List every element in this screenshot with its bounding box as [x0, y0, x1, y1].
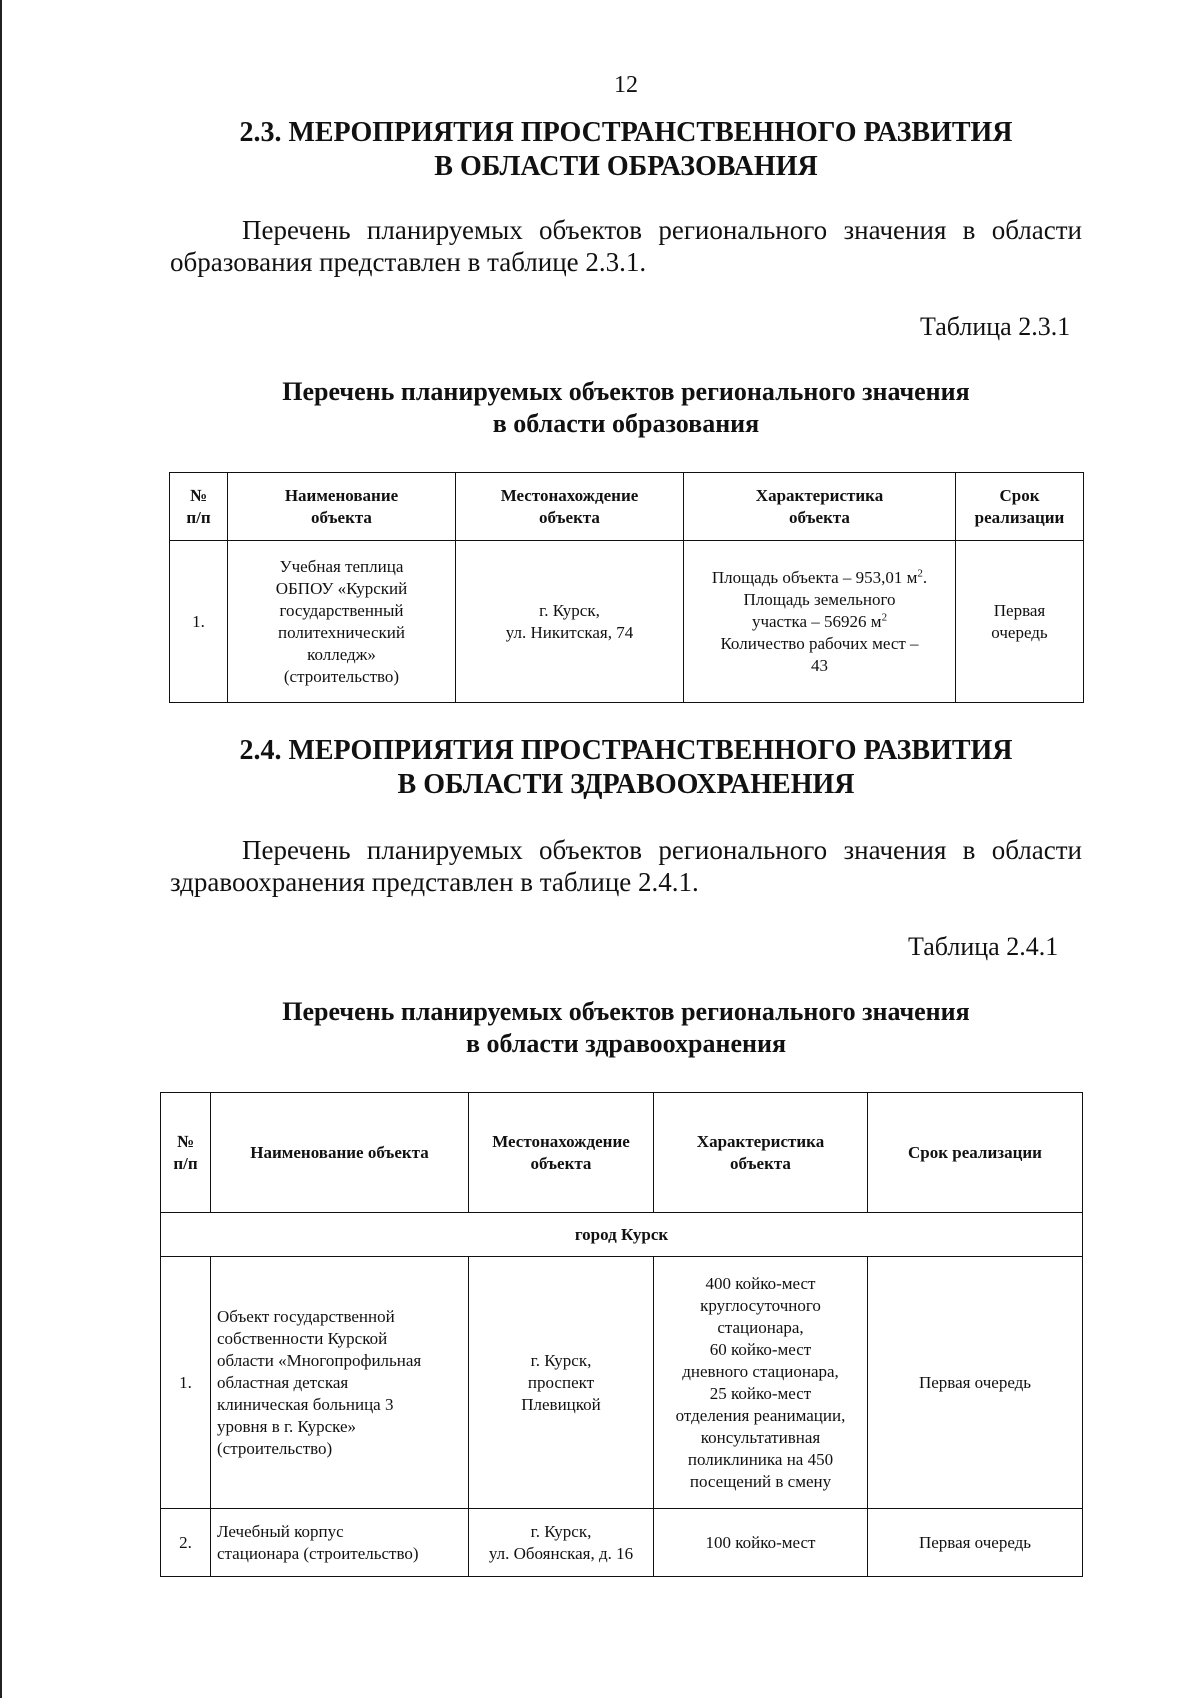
table-2-3-1-caption	[0, 376, 1200, 440]
cell-characteristics: Площадь объекта – 953,01 $м^2$. Площадь земельного участка – 56926 $м^2$ Количество рабочих мест – 43	[684, 541, 956, 703]
table-2-3-1	[169, 472, 1084, 703]
cell-number: 1.	[170, 541, 228, 703]
header-location: Местонахождение объекта	[456, 473, 684, 541]
header-number: № п/п	[170, 473, 228, 541]
heading-line: 2.3. МЕРОПРИЯТИЯ ПРОСТРАНСТВЕННОГО РАЗВИТИЯ	[239, 117, 1013, 148]
section-2-4-heading	[0, 734, 1200, 802]
table-2-4-1-label: Таблица 2.4.1	[908, 932, 1059, 961]
cell-location: г. Курск, проспект Плевицкой	[469, 1257, 654, 1509]
cell-term: Первая очередь	[868, 1509, 1083, 1577]
cell-location: г. Курск, ул. Никитская, 74	[456, 541, 684, 703]
header-term: Срок реализации	[868, 1093, 1083, 1213]
header-characteristics: Характеристика объекта	[684, 473, 956, 541]
table-2-4-1-caption	[0, 996, 1200, 1060]
cell-term: Первая очередь	[868, 1257, 1083, 1509]
header-number: № п/п	[161, 1093, 211, 1213]
cell-number: 1.	[161, 1257, 211, 1509]
cell-name: Лечебный корпус стационара (строительство)	[211, 1509, 469, 1577]
scan-edge-line	[0, 0, 2, 1698]
table-group-row	[161, 1213, 1083, 1257]
table-row	[161, 1257, 1083, 1509]
cell-location: г. Курск, ул. Обоянская, д. 16	[469, 1509, 654, 1577]
cell-characteristics: 400 койко-мест круглосуточного стационара, 60 койко-мест дневного стационара, 25 койко-мест отделения реанимации, консультативная поликлиника на 450 посещений в смену	[654, 1257, 868, 1509]
group-city: город Курск	[161, 1213, 1083, 1257]
cell-term: Первая очередь	[956, 541, 1084, 703]
heading-line: В ОБЛАСТИ ОБРАЗОВАНИЯ	[434, 151, 818, 182]
cell-characteristics: 100 койко-мест	[654, 1509, 868, 1577]
table-row	[170, 541, 1084, 703]
header-name: Наименование объекта	[228, 473, 456, 541]
table-header-row	[161, 1093, 1083, 1213]
header-name: Наименование объекта	[211, 1093, 469, 1213]
table-header-row	[170, 473, 1084, 541]
cell-name: Объект государственной собственности Курской области «Многопрофильная областная детская клиническая больница 3 уровня в г. Курске» (строительство)	[211, 1257, 469, 1509]
section-2-3-paragraph: Перечень планируемых объектов регионального значения в области образования представлен в таблице 2.3.1.	[170, 215, 1082, 277]
heading-line: 2.4. МЕРОПРИЯТИЯ ПРОСТРАНСТВЕННОГО РАЗВИТИЯ	[239, 735, 1013, 766]
heading-line: В ОБЛАСТИ ЗДРАВООХРАНЕНИЯ	[397, 769, 855, 800]
section-2-3-heading	[0, 116, 1200, 184]
cell-number: 2.	[161, 1509, 211, 1577]
table-2-4-1	[160, 1092, 1083, 1577]
caption-line: Перечень планируемых объектов регионального значения	[282, 377, 970, 406]
table-row	[161, 1509, 1083, 1577]
table-2-3-1-label: Таблица 2.3.1	[920, 312, 1071, 341]
cell-name: Учебная теплица ОБПОУ «Курский государственный политехнический колледж» (строительство)	[228, 541, 456, 703]
caption-line: в области образования	[492, 409, 760, 438]
caption-line: Перечень планируемых объектов регионального значения	[282, 997, 970, 1026]
header-characteristics: Характеристика объекта	[654, 1093, 868, 1213]
header-location: Местонахождение объекта	[469, 1093, 654, 1213]
header-term: Срок реализации	[956, 473, 1084, 541]
caption-line: в области здравоохранения	[465, 1029, 787, 1058]
page-number: 12	[614, 72, 638, 98]
section-2-4-paragraph: Перечень планируемых объектов регионального значения в области здравоохранения представлен в таблице 2.4.1.	[170, 835, 1082, 897]
